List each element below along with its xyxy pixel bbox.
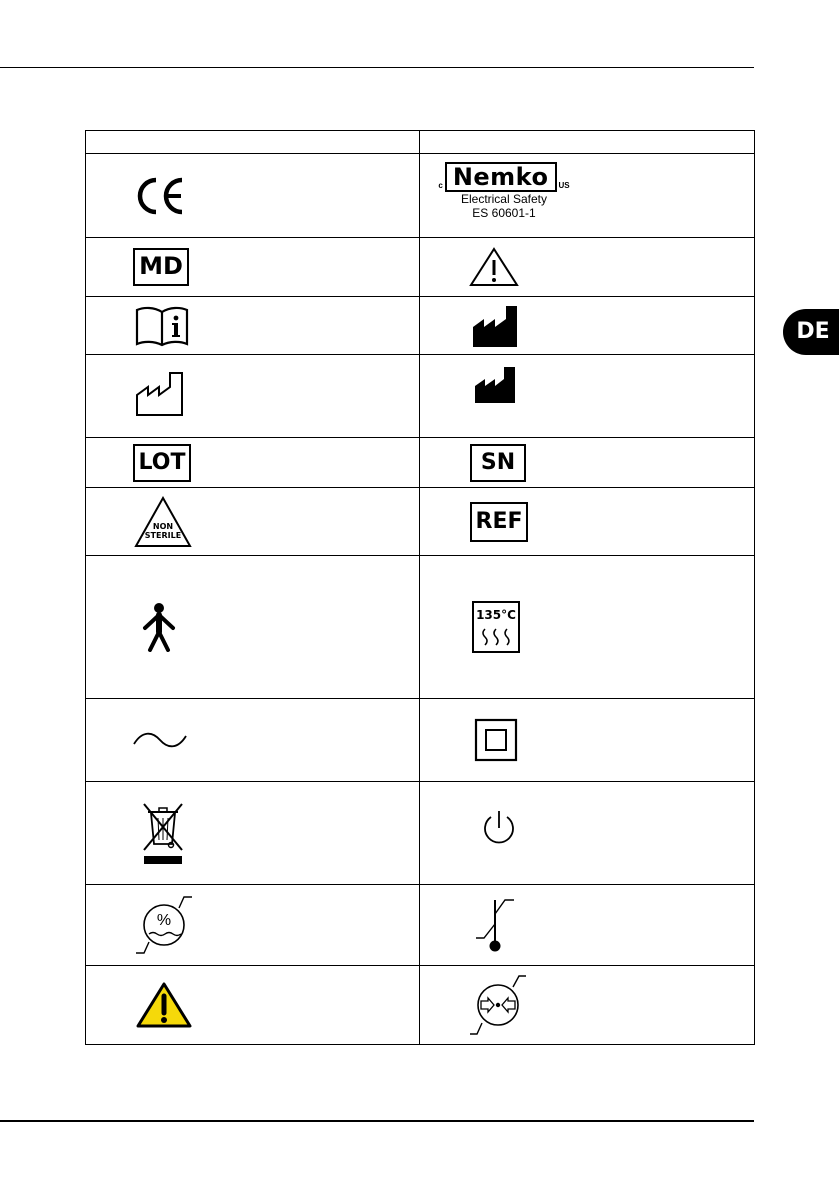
nemko-c-label: c [438, 181, 443, 190]
table-cell [420, 782, 755, 885]
table-cell [86, 966, 420, 1045]
lot-icon: LOT [133, 444, 191, 482]
table-row [86, 966, 755, 1045]
humidity-percent-label: % [156, 912, 172, 929]
manufacturer-small-icon [473, 365, 517, 405]
sterilize-temp-label: 135°C [476, 608, 516, 622]
table-row [86, 238, 755, 297]
header-cell-left [86, 131, 420, 154]
ref-icon: REF [470, 502, 528, 542]
class-ii-icon [474, 718, 518, 762]
table-row [86, 355, 755, 438]
header-cell-right [420, 131, 755, 154]
table-row [86, 699, 755, 782]
table-cell [86, 699, 420, 782]
table-row [86, 297, 755, 355]
type-b-applied-part-icon [139, 602, 179, 652]
table-row [86, 556, 755, 699]
nemko-logo-text: Nemko [445, 162, 557, 192]
pressure-limit-icon [468, 974, 528, 1036]
serial-number-icon: SN [470, 444, 526, 482]
table-cell [420, 699, 755, 782]
table-header-row [86, 131, 755, 154]
table-cell [420, 238, 755, 297]
md-icon: MD [133, 248, 189, 286]
table-cell [420, 297, 755, 355]
table-cell [86, 556, 420, 699]
table-cell [86, 488, 420, 556]
instructions-icon [132, 304, 192, 348]
nemko-mark-icon [429, 162, 579, 220]
table-row [86, 488, 755, 556]
header-rule [0, 67, 754, 68]
nemko-us-label: US [558, 181, 570, 190]
table-cell [86, 438, 420, 488]
table-cell [420, 154, 755, 238]
non-sterile-label-1: NON [152, 521, 174, 531]
warning-yellow-icon [136, 981, 192, 1029]
table-row [86, 782, 755, 885]
non-sterile-label-2: STERILE [144, 530, 182, 540]
table-cell [86, 355, 420, 438]
power-standby-icon [480, 809, 518, 849]
table-cell [86, 297, 420, 355]
table-cell [420, 885, 755, 966]
sterilize-135-icon [472, 601, 520, 653]
table-cell [420, 556, 755, 699]
manufacturer-icon [470, 303, 520, 349]
table-cell [86, 238, 420, 297]
symbols-table [85, 130, 755, 1045]
table-cell [86, 885, 420, 966]
footer-rule [0, 1120, 754, 1122]
table-row [86, 438, 755, 488]
table-cell [86, 154, 420, 238]
table-row [86, 154, 755, 238]
table-cell [420, 438, 755, 488]
nemko-line-2: ES 60601-1 [472, 206, 536, 220]
table-cell [420, 966, 755, 1045]
table-cell [420, 488, 755, 556]
caution-icon [468, 246, 520, 288]
non-sterile-icon [134, 496, 192, 548]
alternating-current-icon [132, 729, 188, 751]
date-of-manufacture-icon [134, 369, 186, 417]
language-tab[interactable]: DE [783, 309, 839, 355]
table-cell [420, 355, 755, 438]
temperature-limit-icon [474, 896, 516, 954]
weee-bin-icon [140, 800, 188, 866]
ce-mark-icon [134, 176, 188, 216]
table-row [86, 885, 755, 966]
nemko-line-1: Electrical Safety [460, 192, 548, 206]
humidity-limit-icon [135, 896, 193, 954]
table-cell [86, 782, 420, 885]
